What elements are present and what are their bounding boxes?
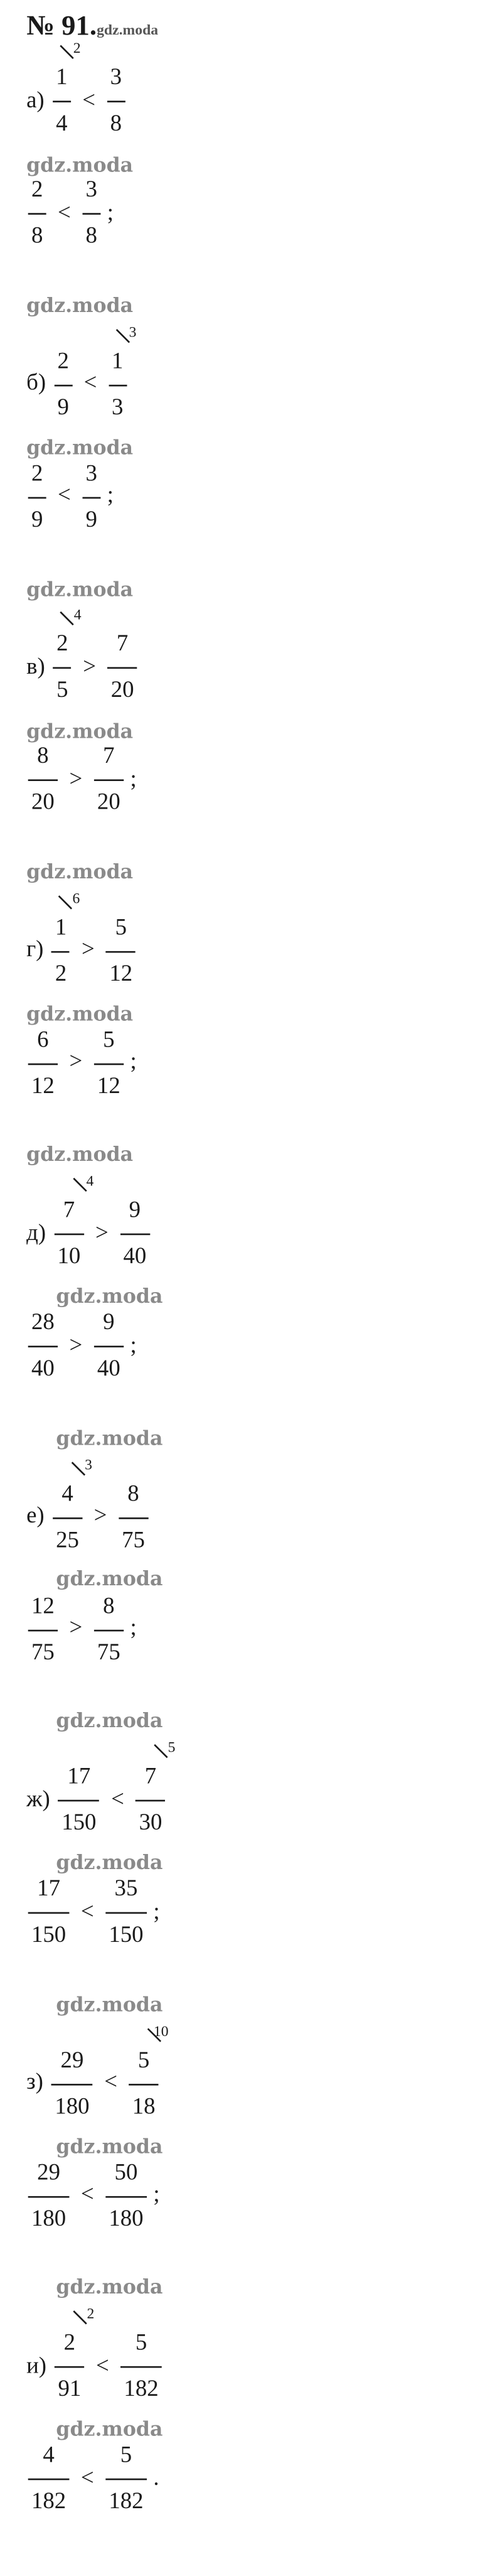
denominator: 182	[31, 2490, 67, 2515]
numerator: 3	[85, 461, 97, 487]
left-fraction	[53, 606, 82, 707]
watermark: gdz.moda	[56, 1566, 163, 1590]
punctuation: ;	[130, 1333, 137, 1359]
numerator: 5	[135, 2331, 147, 2357]
result-comparison-sign: >	[69, 1616, 83, 1642]
fraction-bar	[107, 100, 125, 102]
numerator: 2	[63, 2331, 76, 2357]
extra-multiplier: 4	[73, 606, 82, 623]
multiplier-stroke	[60, 612, 74, 625]
watermark: gdz.moda	[56, 1709, 163, 1732]
numerator: 1	[56, 66, 68, 91]
comparison-sign: >	[93, 1504, 107, 1529]
denominator: 10	[57, 1245, 81, 1270]
comparison-row	[26, 323, 137, 424]
fraction-bar	[52, 951, 70, 952]
denominator: 4	[56, 112, 68, 137]
item-label: з)	[26, 2071, 43, 2096]
result-left-fraction	[28, 2157, 70, 2235]
result-right-fraction	[94, 1591, 124, 1669]
watermark: gdz.moda	[56, 1426, 163, 1450]
result-left-fraction	[28, 1874, 70, 1952]
punctuation: ;	[130, 1050, 137, 1075]
denominator: 8	[85, 224, 97, 250]
denominator: 9	[85, 507, 97, 533]
denominator: 150	[61, 1811, 97, 1836]
denominator: 40	[123, 1245, 147, 1270]
fraction-bar	[54, 1234, 83, 1236]
numerator: 6	[37, 1028, 49, 1053]
fraction-bar	[94, 1062, 124, 1064]
numerator: 7	[144, 1765, 157, 1790]
result-right-fraction	[94, 741, 124, 819]
extra-multiplier: 4	[86, 1172, 94, 1189]
numerator: 3	[85, 178, 97, 203]
result-row	[26, 175, 114, 253]
numerator: 4	[61, 1482, 73, 1507]
numerator: 28	[31, 1311, 55, 1336]
fraction-bar	[136, 1800, 165, 1802]
numerator: 2	[31, 178, 43, 203]
multiplier-stroke	[115, 328, 129, 342]
right-fraction	[119, 1479, 148, 1556]
result-comparison-sign: >	[69, 1333, 83, 1359]
item-label: е)	[26, 1504, 45, 1529]
result-comparison-sign: <	[80, 1899, 94, 1925]
item-label: в)	[26, 654, 45, 680]
multiplier-stroke	[59, 895, 73, 908]
comparison-row	[26, 889, 137, 990]
punctuation: ;	[107, 483, 114, 509]
watermark: gdz.moda	[56, 1993, 163, 2017]
watermark: gdz.moda	[26, 1002, 134, 1026]
result-comparison-sign: >	[69, 767, 83, 792]
numerator: 9	[129, 1199, 141, 1224]
denominator: 12	[31, 1074, 55, 1099]
comparison-sign: >	[81, 937, 95, 963]
numerator: 17	[67, 1765, 91, 1790]
left-fraction	[51, 2045, 93, 2123]
denominator: 40	[31, 1357, 55, 1382]
fraction-bar	[28, 1912, 70, 1914]
comparison-sign: >	[83, 654, 97, 680]
fraction-bar	[55, 2366, 84, 2368]
extra-multiplier: 2	[87, 2305, 95, 2322]
numerator: 2	[31, 461, 43, 487]
watermark: gdz.moda	[56, 2135, 163, 2158]
denominator: 180	[109, 2206, 144, 2232]
numerator: 2	[57, 349, 69, 374]
denominator: 182	[109, 2490, 144, 2515]
fraction-bar	[28, 779, 58, 781]
exercise-title	[26, 10, 158, 43]
result-row	[26, 1591, 137, 1669]
denominator: 180	[31, 2206, 67, 2232]
fraction-bar	[105, 1912, 147, 1914]
watermark: gdz.moda	[26, 436, 134, 460]
result-row	[26, 2440, 159, 2518]
denominator: 75	[122, 1528, 145, 1553]
result-row	[26, 2157, 159, 2235]
punctuation: ;	[107, 200, 114, 225]
numerator: 7	[103, 745, 115, 770]
fraction-bar	[28, 2479, 70, 2481]
result-right-fraction	[105, 2440, 147, 2518]
comparison-row	[26, 1738, 176, 1840]
numerator: 29	[60, 2048, 84, 2073]
left-fraction	[54, 346, 72, 424]
item-label: б)	[26, 371, 46, 397]
comparison-row	[26, 1455, 150, 1556]
numerator: 5	[103, 1028, 115, 1053]
fraction-bar	[28, 1062, 58, 1064]
numerator: 29	[37, 2160, 60, 2185]
fraction-bar	[53, 100, 71, 102]
numerator: 8	[103, 1594, 115, 1619]
denominator: 5	[56, 678, 68, 704]
left-fraction	[55, 2305, 95, 2406]
punctuation: ;	[153, 1899, 160, 1925]
denominator: 3	[112, 395, 124, 421]
fraction-bar	[53, 667, 72, 669]
numerator: 9	[103, 1311, 115, 1336]
extra-multiplier: 6	[72, 889, 80, 906]
result-right-fraction	[105, 2157, 147, 2235]
result-left-fraction	[28, 1591, 58, 1669]
result-left-fraction	[28, 2440, 70, 2518]
denominator: 9	[57, 395, 69, 421]
watermark: gdz.moda	[26, 860, 134, 884]
numerator: 12	[31, 1594, 55, 1619]
numerator: 5	[115, 915, 127, 940]
comparison-row	[26, 40, 127, 141]
denominator: 9	[31, 507, 43, 533]
numerator: 7	[116, 632, 129, 657]
result-right-fraction	[105, 1874, 147, 1952]
numerator: 5	[120, 2444, 132, 2469]
denominator: 30	[139, 1811, 162, 1836]
punctuation: ;	[130, 767, 137, 792]
comparison-row	[26, 2305, 163, 2406]
item-label: г)	[26, 937, 44, 963]
denominator: 180	[55, 2094, 90, 2120]
fraction-bar	[28, 496, 46, 498]
watermark: gdz.moda	[56, 1285, 163, 1308]
item-label: и)	[26, 2354, 47, 2379]
fraction-bar	[28, 2196, 70, 2197]
multiplier-stroke	[154, 1744, 168, 1758]
left-fraction	[53, 1455, 92, 1556]
right-fraction	[120, 2328, 162, 2406]
denominator: 20	[110, 678, 134, 704]
denominator: 75	[31, 1640, 55, 1666]
fraction-bar	[120, 1234, 149, 1236]
multiplier-stroke	[73, 1178, 87, 1192]
fraction-bar	[106, 951, 136, 952]
result-row	[26, 458, 114, 536]
denominator: 20	[31, 790, 55, 816]
extra-multiplier: 3	[85, 1455, 92, 1472]
extra-multiplier: 10	[153, 2022, 169, 2039]
fraction-bar	[120, 2366, 162, 2368]
denominator: 2	[55, 961, 67, 987]
watermark: gdz.moda	[26, 153, 134, 177]
fraction-bar	[54, 384, 72, 385]
punctuation: ;	[153, 2182, 160, 2208]
fraction-bar	[109, 384, 127, 385]
result-right-fraction	[94, 1025, 124, 1102]
multiplier-stroke	[60, 45, 73, 59]
watermark: gdz.moda	[26, 578, 134, 601]
extra-multiplier: 2	[73, 40, 81, 57]
result-row	[26, 1874, 159, 1952]
numerator: 50	[114, 2160, 138, 2185]
fraction-bar	[53, 1517, 82, 1519]
denominator: 8	[110, 112, 122, 137]
denominator: 12	[109, 961, 133, 987]
result-left-fraction	[28, 1025, 58, 1102]
extra-multiplier: 3	[129, 323, 137, 340]
comparison-sign: >	[95, 1221, 109, 1246]
item-label: д)	[26, 1221, 46, 1246]
result-row	[26, 741, 137, 819]
denominator: 91	[58, 2378, 82, 2403]
fraction-bar	[105, 2196, 147, 2197]
denominator: 25	[56, 1528, 79, 1553]
result-left-fraction	[28, 1308, 58, 1386]
numerator: 1	[55, 915, 67, 940]
result-left-fraction	[28, 175, 46, 253]
numerator: 35	[114, 1877, 138, 1902]
fraction-bar	[28, 213, 46, 215]
comparison-sign: <	[83, 371, 97, 397]
denominator: 150	[31, 1923, 67, 1949]
result-comparison-sign: <	[58, 483, 71, 509]
comparison-sign: <	[82, 88, 96, 114]
right-fraction	[106, 912, 136, 990]
result-left-fraction	[28, 458, 46, 536]
right-fraction	[120, 1195, 149, 1273]
watermark: gdz.moda	[26, 294, 134, 317]
numerator: 4	[43, 2444, 55, 2469]
comparison-row	[26, 2022, 169, 2123]
result-right-fraction	[82, 458, 100, 536]
right-fraction	[107, 63, 125, 141]
comparison-sign: <	[104, 2071, 118, 2096]
numerator: 8	[37, 745, 49, 770]
denominator: 12	[97, 1074, 120, 1099]
result-comparison-sign: <	[58, 200, 71, 225]
denominator: 75	[97, 1640, 120, 1666]
watermark: gdz.moda	[56, 1851, 163, 1875]
comparison-sign: <	[111, 1787, 124, 1813]
right-fraction	[107, 629, 137, 707]
fraction-bar	[94, 779, 124, 781]
punctuation: .	[153, 2466, 159, 2491]
right-fraction	[109, 323, 137, 424]
extra-multiplier: 5	[168, 1738, 176, 1755]
comparison-sign: <	[95, 2354, 109, 2379]
comparison-row	[26, 1172, 151, 1273]
numerator: 8	[127, 1482, 139, 1507]
fraction-bar	[28, 1345, 58, 1347]
title-watermark: gdz.moda	[97, 21, 159, 38]
result-row	[26, 1308, 137, 1386]
item-label: ж)	[26, 1787, 50, 1813]
fraction-bar	[94, 1345, 124, 1347]
numerator: 2	[56, 632, 68, 657]
fraction-bar	[28, 1629, 58, 1630]
denominator: 8	[31, 224, 43, 250]
left-fraction	[58, 1762, 100, 1840]
numerator: 1	[112, 349, 124, 374]
watermark: gdz.moda	[26, 719, 134, 743]
comparison-row	[26, 606, 139, 707]
fraction-bar	[107, 667, 137, 669]
denominator: 20	[97, 790, 120, 816]
result-row	[26, 1025, 137, 1102]
punctuation: ;	[130, 1616, 137, 1642]
fraction-bar	[58, 1800, 100, 1802]
multiplier-stroke	[73, 2310, 87, 2324]
fraction-bar	[82, 496, 100, 498]
numerator: 7	[63, 1199, 75, 1224]
numerator: 17	[37, 1877, 60, 1902]
numerator: 5	[137, 2048, 150, 2073]
result-left-fraction	[28, 741, 58, 819]
result-comparison-sign: >	[69, 1050, 83, 1075]
fraction-bar	[105, 2479, 147, 2481]
fraction-bar	[129, 2083, 158, 2085]
denominator: 40	[97, 1357, 120, 1382]
fraction-bar	[94, 1629, 124, 1630]
right-fraction	[136, 1738, 176, 1840]
left-fraction	[53, 40, 81, 141]
watermark: gdz.moda	[26, 1142, 134, 1166]
result-right-fraction	[94, 1308, 124, 1386]
fraction-bar	[82, 213, 100, 215]
numerator: 3	[110, 66, 122, 91]
item-label: а)	[26, 88, 45, 114]
result-comparison-sign: <	[80, 2466, 94, 2491]
left-fraction	[54, 1172, 94, 1273]
denominator: 150	[109, 1923, 144, 1949]
exercise-number: № 91.	[26, 9, 97, 41]
denominator: 182	[124, 2378, 159, 2403]
left-fraction	[52, 889, 80, 990]
watermark: gdz.moda	[56, 2417, 163, 2441]
fraction-bar	[119, 1517, 148, 1519]
result-right-fraction	[82, 175, 100, 253]
result-comparison-sign: <	[80, 2182, 94, 2208]
denominator: 18	[132, 2094, 156, 2120]
multiplier-stroke	[71, 1461, 85, 1475]
fraction-bar	[51, 2083, 93, 2085]
watermark: gdz.moda	[56, 2275, 163, 2298]
right-fraction	[129, 2022, 169, 2123]
